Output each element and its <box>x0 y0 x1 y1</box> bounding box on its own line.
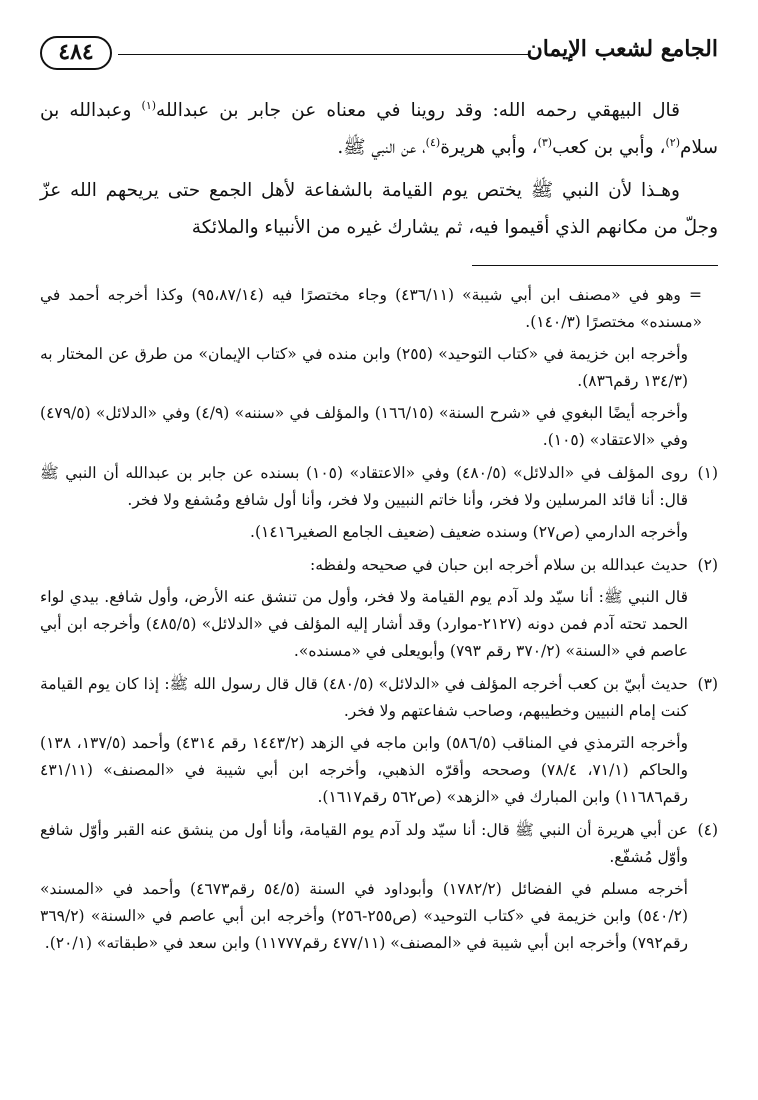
para1-part-a: قال البيهقي رحمه الله: وقد روينا في معناه عن جابر بن عبدالله <box>156 100 680 121</box>
para1-part-c: ، وأبي بن كعب <box>552 137 666 158</box>
header-rule <box>118 54 528 55</box>
page-number: ٤٨٤ <box>40 36 112 70</box>
book-title: الجامع لشعب الإيمان <box>526 36 718 62</box>
footnote-1-marker: (١) <box>697 464 718 482</box>
footnote-3-text: حديث أبيّ بن كعب أخرجه المؤلف في «الدلائل» (٤٨٠/٥) قال قال رسول الله ﷺ: إذا كان يوم القيامة كنت إمام النبيين وخطيبهم، وصاحب شفاعتهم ولا فخر. <box>40 675 688 720</box>
footnote-1-sub: وأخرجه الدارمي (ص٢٧) وسنده ضعيف (ضعيف الجامع الصغير١٤١٦). <box>250 523 688 541</box>
footnote-2-sub: قال النبي ﷺ: أنا سيّد ولد آدم يوم القيامة ولا فخر، وأول من تنشق عنه الأرض، وأول شافع. بيدي لواء الحمد تحته آدم فمن دونه (٢١٢٧-موارد) وقد أشار إليه المؤلف في «الدلائل» (٤٨٥/٥) وأخرجه ابن أبي عاصم في «السنة» (٣٧٠/٢ رقم ٧٩٣) وأبويعلى في «مسنده». <box>40 588 688 660</box>
page-header <box>40 34 718 74</box>
para1-part-e: ، عن النبي ﷺ. <box>337 137 426 158</box>
main-text <box>40 92 718 252</box>
footnote-2 <box>40 552 718 665</box>
footnote-continuation <box>40 282 718 454</box>
footnote-4-text: عن أبي هريرة أن النبي ﷺ قال: أنا سيّد ولد آدم يوم القيامة، وأنا أول من ينشق عنه القبر وأوّل شافع وأوّل مُشفّع. <box>40 821 688 866</box>
footnotes <box>40 282 718 963</box>
footnote-1 <box>40 460 718 546</box>
continuation-line-2: وأخرجه ابن خزيمة في «كتاب التوحيد» (٢٥٥) وابن منده في «كتاب الإيمان» من طرق عن المختار به (١٣٤/٣ رقم٨٣٦). <box>40 345 688 390</box>
footnote-2-text: حديث عبدالله بن سلام أخرجه ابن حبان في صحيحه ولفظه: <box>310 556 688 574</box>
footnote-separator <box>472 265 718 266</box>
footnote-4-sub: أخرجه مسلم في الفضائل (١٧٨٢/٢) وأبوداود في السنة (٥٤/٥ رقم٤٦٧٣) وأحمد في «المسند» (٥٤٠/٢) وابن خزيمة في «كتاب التوحيد» (ص٢٥٥-٢٥٦) وأخرجه ابن أبي عاصم في «السنة» (٣٦٩/٢ رقم٧٩٢) وأخرجه ابن أبي شيبة في «المصنف» (٤٧٧/١١ رقم١١٧٧٧) وابن سعد في «طبقاته» (٢٠/١). <box>40 880 688 952</box>
main-paragraph-1 <box>40 92 718 166</box>
footnote-3-marker: (٣) <box>697 675 718 693</box>
footnote-ref-2[interactable]: (٢) <box>665 135 680 149</box>
footnote-4-marker: (٤) <box>697 821 718 839</box>
footnote-ref-1[interactable]: (١) <box>141 98 157 112</box>
footnote-ref-4[interactable]: (٤) <box>425 135 441 149</box>
main-paragraph-2: وهـذا لأن النبي ﷺ يختص يوم القيامة بالشفاعة لأهل الجمع حتى يريحهم الله عزّ وجلّ من مكانهم الذي أقيموا فيه، ثم يشارك غيره من الأنبياء والملائكة <box>40 180 718 238</box>
continuation-line-1: = وهو في «مصنف ابن أبي شيبة» (٤٣٦/١١) وجاء مختصرًا فيه (٩٥،٨٧/١٤) وكذا أخرجه أحمد في «مسنده» مختصرًا (١٤٠/٣). <box>40 286 703 331</box>
continuation-line-3: وأخرجه أيضًا البغوي في «شرح السنة» (١٦٦/١٥) والمؤلف في «سننه» (٤/٩) وفي «الدلائل» (٤٧٩/٥) وفي «الاعتقاد» (١٠٥). <box>40 404 689 449</box>
footnote-4 <box>40 817 718 957</box>
footnote-ref-3[interactable]: (٣) <box>537 135 553 149</box>
footnote-2-marker: (٢) <box>697 556 718 574</box>
para1-part-d: ، وأبي هريرة <box>440 137 538 158</box>
para1-part-b: وعبدالله بن سلام <box>40 100 718 158</box>
footnote-1-text: روى المؤلف في «الدلائل» (٤٨٠/٥) وفي «الاعتقاد» (١٠٥) بسنده عن جابر بن عبدالله أن النبي ﷺ قال: أنا قائد المرسلين ولا فخر، وأنا خاتم النبيين ولا فخر، وأنا أول شافع ومُشفع ولا فخر. <box>40 464 688 509</box>
footnote-3 <box>40 671 718 811</box>
footnote-3-sub: وأخرجه الترمذي في المناقب (٥٨٦/٥) وابن ماجه في الزهد (١٤٤٣/٢ رقم ٤٣١٤) وأحمد (١٣٧/٥، ١٣٨) والحاكم (٧١/١، ٧٨/٤) وصححه وأقرّه الذهبي، وأخرجه ابن أبي شيبة في «المصنف» (٤٣١/١١ رقم١١٦٨٦) وابن المبارك في «الزهد» (ص٥٦٢ رقم١٦١٧). <box>40 734 689 806</box>
